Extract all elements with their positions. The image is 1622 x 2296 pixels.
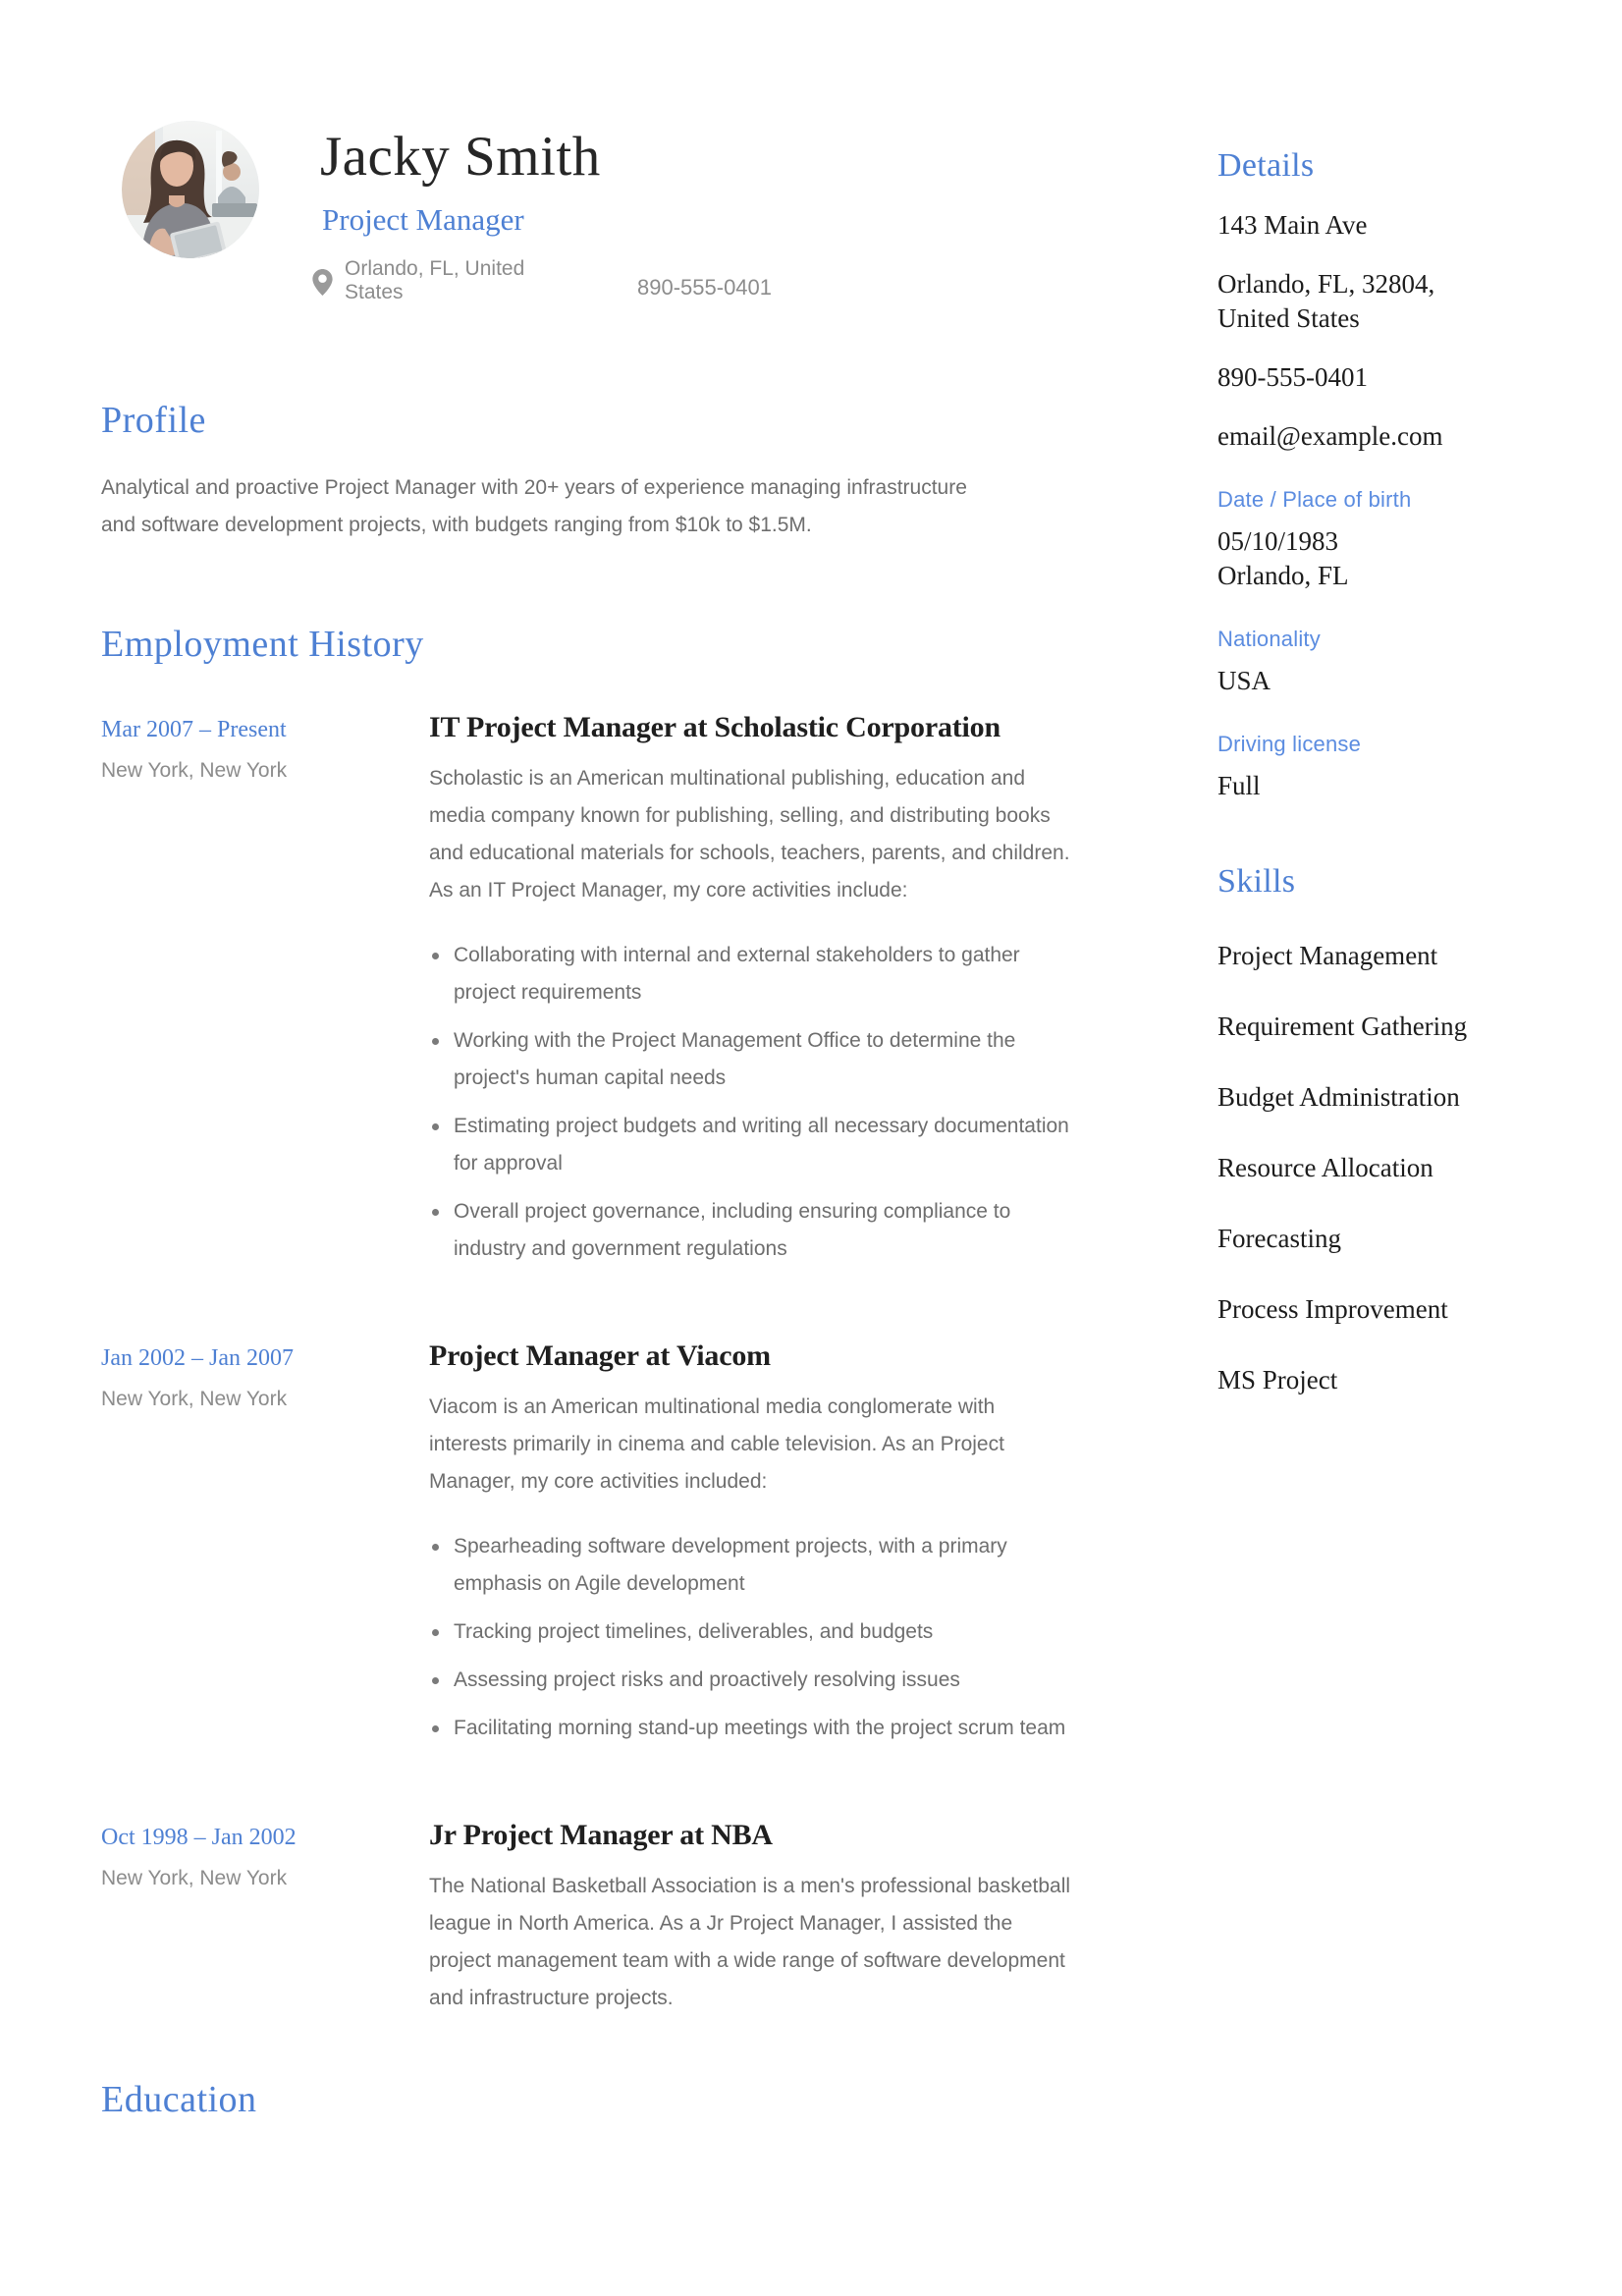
job-title: IT Project Manager at Scholastic Corporation xyxy=(429,711,1000,743)
job-meta xyxy=(101,1819,429,2017)
job-body xyxy=(429,711,1142,1279)
person-job-title: Project Manager xyxy=(322,202,524,237)
job-dates: Mar 2007 – Present xyxy=(101,717,287,742)
skills-list xyxy=(1217,941,1551,1395)
portrait-photo-icon xyxy=(122,121,259,258)
contact-location: Orlando, FL, United States xyxy=(345,257,525,304)
person-name: Jacky Smith xyxy=(320,126,601,188)
job-location: New York, New York xyxy=(101,1388,288,1410)
details-sidebar xyxy=(1217,147,1551,1395)
profile-heading: Profile xyxy=(101,400,206,441)
job-dates: Oct 1998 – Jan 2002 xyxy=(101,1825,297,1850)
skill-item: Project Management xyxy=(1217,940,1438,970)
nationality-label: Nationality xyxy=(1217,627,1321,652)
email-detail: email@example.com xyxy=(1217,420,1443,451)
job-bullet: Facilitating morning stand-up meetings with the project scrum team xyxy=(429,1710,1077,1747)
skill-item: Process Improvement xyxy=(1217,1293,1448,1324)
birth-date: 05/10/1983 xyxy=(1217,526,1339,557)
details-heading: Details xyxy=(1217,147,1315,184)
map-pin-icon xyxy=(312,269,333,296)
job-location: New York, New York xyxy=(101,1867,288,1889)
employment-heading: Employment History xyxy=(101,624,424,665)
job-title: Jr Project Manager at NBA xyxy=(429,1819,773,1851)
education-heading: Education xyxy=(101,2079,257,2120)
employment-list xyxy=(101,711,1142,2017)
address-line-1: 143 Main Ave xyxy=(1217,210,1368,240)
job-entry xyxy=(101,711,1142,1279)
job-title: Project Manager at Viacom xyxy=(429,1339,771,1372)
job-meta xyxy=(101,711,429,1279)
job-bullet-list xyxy=(429,1528,1077,1747)
job-bullet-list xyxy=(429,937,1077,1268)
profile-photo xyxy=(122,121,259,258)
job-description: Scholastic is an American multinational publishing, education and media company known for publishing, selling, and distributing books and educational materials for schools, teachers, parents, and children. As an IT Project Manager, my core activities include: xyxy=(429,767,1070,902)
main-column xyxy=(101,399,1142,2121)
job-description: The National Basketball Association is a men's professional basketball league in North America. As a Jr Project Manager, I assisted the project management team with a wide range of software development and infrastructure projects. xyxy=(429,1875,1071,2009)
job-entry xyxy=(101,1339,1142,1758)
skill-item: Forecasting xyxy=(1217,1223,1341,1253)
job-bullet: Overall project governance, including ensuring compliance to industry and government regulations xyxy=(429,1193,1077,1268)
driving-license-label: Driving license xyxy=(1217,732,1362,757)
profile-text: Analytical and proactive Project Manager with 20+ years of experience managing infrastructure and software development projects, with budgets ranging from $10k to $1.5M. xyxy=(101,476,967,536)
driving-license-value: Full xyxy=(1217,771,1261,801)
job-description: Viacom is an American multinational media conglomerate with interests primarily in cinema and cable television. As an Project Manager, my core activities included: xyxy=(429,1395,1004,1493)
skill-item: Resource Allocation xyxy=(1217,1152,1433,1182)
job-bullet: Assessing project risks and proactively resolving issues xyxy=(429,1662,1077,1699)
job-bullet: Spearheading software development projects, with a primary emphasis on Agile development xyxy=(429,1528,1077,1603)
job-body xyxy=(429,1819,1142,2017)
address-line-2: Orlando, FL, 32804, United States xyxy=(1217,268,1435,334)
skill-item: Requirement Gathering xyxy=(1217,1011,1468,1041)
skill-item: Budget Administration xyxy=(1217,1081,1460,1112)
contact-row xyxy=(312,257,772,304)
job-entry xyxy=(101,1819,1142,2017)
job-location: New York, New York xyxy=(101,759,288,782)
contact-phone: 890-555-0401 xyxy=(637,275,773,301)
birth-label: Date / Place of birth xyxy=(1217,487,1412,513)
job-dates: Jan 2002 – Jan 2007 xyxy=(101,1345,294,1371)
phone-detail: 890-555-0401 xyxy=(1217,361,1368,392)
job-body xyxy=(429,1339,1142,1758)
skill-item: MS Project xyxy=(1217,1364,1338,1394)
job-bullet: Estimating project budgets and writing all necessary documentation for approval xyxy=(429,1108,1077,1182)
birth-place: Orlando, FL xyxy=(1217,561,1349,591)
job-meta xyxy=(101,1339,429,1758)
nationality-value: USA xyxy=(1217,666,1271,696)
job-bullet: Working with the Project Management Office to determine the project's human capital needs xyxy=(429,1022,1077,1097)
job-bullet: Collaborating with internal and external stakeholders to gather project requirements xyxy=(429,937,1077,1011)
job-bullet: Tracking project timelines, deliverables, and budgets xyxy=(429,1613,1077,1651)
skills-heading: Skills xyxy=(1217,862,1296,900)
